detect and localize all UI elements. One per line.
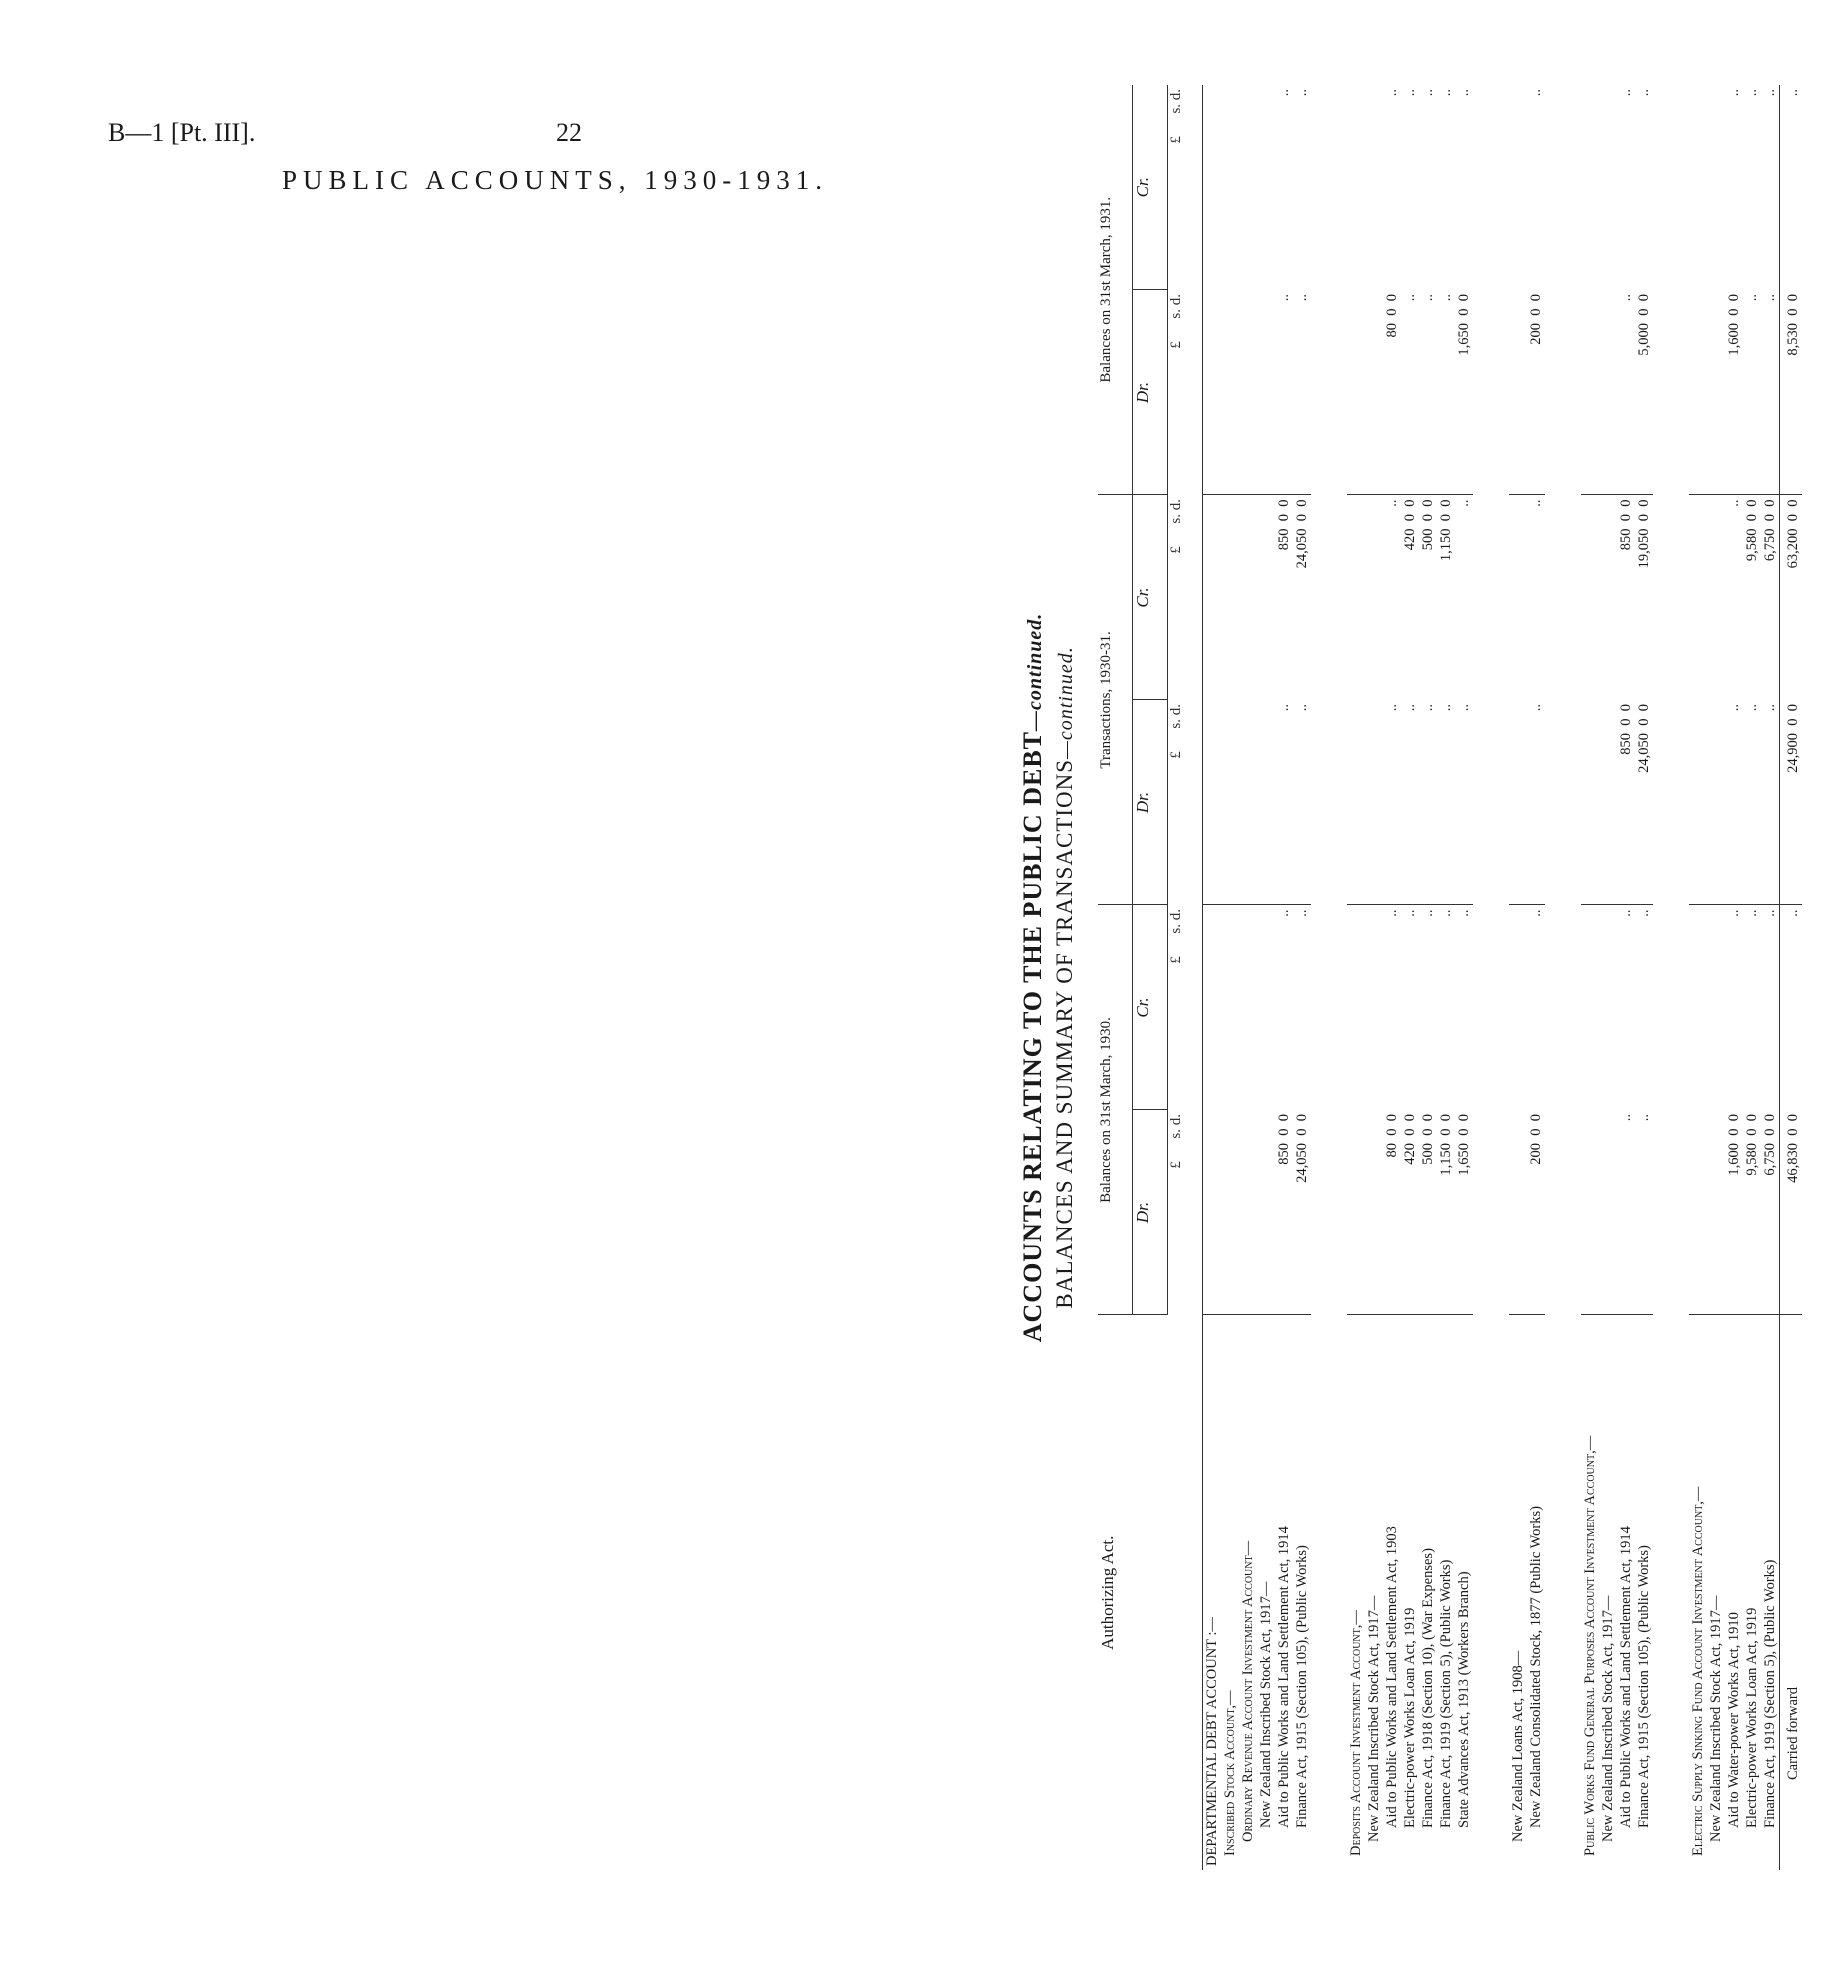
row-description: New Zealand Inscribed Stock Act, 1917— (1257, 1315, 1275, 1870)
amount-cell (1689, 700, 1707, 905)
amount-cell (1239, 905, 1257, 1110)
row-description: New Zealand Inscribed Stock Act, 1917— (1599, 1315, 1617, 1870)
amount-cell (1707, 700, 1725, 905)
row-description: Aid to Public Works and Land Settlement Act, 1903 (1383, 1315, 1401, 1870)
amount-cell: .. (1456, 499, 1472, 507)
amount-cell: .. (1617, 290, 1635, 495)
amount-cell: .. (1401, 700, 1419, 905)
row-description: Deposits Account Investment Account,— (1347, 1315, 1365, 1870)
caption-sub (1052, 85, 1078, 1870)
amount-cell (1365, 905, 1383, 1110)
row-description: Electric Supply Sinking Fund Account Investment Account,— (1689, 1315, 1707, 1870)
row-description: Aid to Water-power Works Act, 1910 (1725, 1315, 1743, 1870)
total-amount-cell: .. (1780, 905, 1803, 1110)
amount-cell (1581, 700, 1599, 905)
amount-cell: .. (1293, 700, 1311, 905)
unit-shillings-pence: s. d. (1168, 498, 1184, 547)
amount-cell (1347, 700, 1365, 905)
caption-sub-text: BALANCES AND SUMMARY OF TRANSACTIONS (1052, 758, 1077, 1309)
amount-cell (1221, 495, 1239, 700)
page-reference: B—1 [Pt. III]. (108, 118, 256, 147)
amount-cell (1707, 85, 1725, 290)
spacer-row (1311, 85, 1347, 1870)
amount-cell: 1,150 0 0 (1438, 499, 1454, 562)
amount-cell (1509, 1110, 1527, 1315)
rotated-ledger (1018, 85, 1838, 1870)
amount-cell: .. (1455, 700, 1473, 905)
dr-header: Dr. (1133, 1110, 1168, 1315)
total-amount-cell: 8,530 0 0 (1780, 290, 1803, 495)
amount-cell: .. (1761, 700, 1780, 905)
amount-cell: .. (1384, 499, 1400, 507)
amount-cell (1239, 85, 1257, 290)
amount-cell: .. (1456, 88, 1472, 97)
unit-pound: £ (1168, 1161, 1184, 1169)
row-description: Public Works Fund General Purposes Account Investment Account,— (1581, 1315, 1599, 1870)
amount-cell: .. (1294, 909, 1310, 917)
amount-cell (1257, 290, 1275, 495)
table-row (1383, 85, 1401, 1870)
amount-cell (1509, 905, 1527, 1110)
amount-cell: 200 0 0 (1527, 290, 1545, 495)
row-description: New Zealand Consolidated Stock, 1877 (Public Works) (1527, 1315, 1545, 1870)
row-description: New Zealand Inscribed Stock Act, 1917— (1365, 1315, 1383, 1870)
amount-cell (1221, 85, 1239, 290)
amount-cell (1365, 85, 1383, 290)
amount-cell (1239, 495, 1257, 700)
table-row (1617, 85, 1635, 1870)
amount-cell (1257, 905, 1275, 1110)
amount-cell: .. (1294, 88, 1310, 97)
cr-header: Cr. (1133, 905, 1168, 1110)
amount-cell (1689, 495, 1707, 700)
amount-cell: .. (1617, 1110, 1635, 1315)
amount-cell: .. (1528, 909, 1544, 917)
amount-cell: 80 0 0 (1383, 290, 1401, 495)
amount-cell (1365, 1110, 1383, 1315)
ledger-body (1203, 85, 1803, 1870)
amount-cell: .. (1725, 700, 1743, 905)
amount-cell (1599, 495, 1617, 700)
amount-cell (1347, 495, 1365, 700)
amount-cell: .. (1438, 909, 1454, 917)
ledger-table (1098, 85, 1802, 1870)
amount-cell: 24,050 0 0 (1293, 1110, 1311, 1315)
row-description: Aid to Public Works and Land Settlement Act, 1914 (1275, 1315, 1293, 1870)
amount-cell: .. (1744, 88, 1760, 97)
amount-cell: .. (1726, 499, 1742, 507)
amount-cell: .. (1618, 88, 1634, 97)
spacer-row (1473, 85, 1509, 1870)
table-row (1761, 85, 1780, 1870)
amount-cell: .. (1276, 88, 1292, 97)
table-row (1581, 85, 1599, 1870)
amount-cell (1707, 905, 1725, 1110)
amount-cell: .. (1743, 700, 1761, 905)
unit-pound: £ (1168, 751, 1184, 759)
unit-pound: £ (1168, 341, 1184, 349)
unit-label (1168, 1110, 1203, 1315)
unit-label (1168, 905, 1203, 1110)
amount-cell: 80 0 0 (1383, 1110, 1401, 1315)
unit-shillings-pence: s. d. (1168, 88, 1184, 137)
amount-cell (1581, 85, 1599, 290)
amount-cell: 850 0 0 (1617, 700, 1635, 905)
unit-shillings-pence: s. d. (1168, 293, 1184, 342)
table-row (1275, 85, 1293, 1870)
amount-cell: .. (1293, 290, 1311, 495)
amount-cell: .. (1438, 88, 1454, 97)
amount-cell (1365, 290, 1383, 495)
spacer-cell (1545, 85, 1581, 1870)
amount-cell: .. (1456, 909, 1472, 917)
unit-pound: £ (1168, 956, 1184, 964)
amount-cell: 6,750 0 0 (1762, 499, 1778, 562)
amount-cell: .. (1420, 88, 1436, 97)
row-description: DEPARTMENTAL DEBT ACCOUNT :— (1203, 1315, 1222, 1870)
carried-forward-row (1780, 85, 1803, 1870)
amount-cell (1221, 905, 1239, 1110)
dr-header: Dr. (1133, 700, 1168, 905)
amount-cell (1239, 290, 1257, 495)
amount-cell (1203, 905, 1222, 1110)
amount-cell: .. (1402, 88, 1418, 97)
amount-cell: 500 0 0 (1420, 499, 1436, 551)
amount-cell (1599, 290, 1617, 495)
amount-cell (1599, 85, 1617, 290)
amount-cell (1365, 495, 1383, 700)
amount-cell (1257, 85, 1275, 290)
spacer-cell (1473, 85, 1509, 1870)
amount-cell (1347, 85, 1365, 290)
row-description: Aid to Public Works and Land Settlement Act, 1914 (1617, 1315, 1635, 1870)
unit-pound: £ (1168, 546, 1184, 554)
amount-cell (1347, 905, 1365, 1110)
amount-cell (1257, 1110, 1275, 1315)
amount-cell (1257, 700, 1275, 905)
amount-cell: 420 0 0 (1402, 499, 1418, 551)
amount-cell (1509, 85, 1527, 290)
amount-cell: .. (1437, 700, 1455, 905)
caption-main (1018, 85, 1048, 1870)
amount-cell: 200 0 0 (1527, 1110, 1545, 1315)
total-amount-cell: 63,200 0 0 (1780, 495, 1803, 700)
row-description: Finance Act, 1919 (Section 5), (Public Works) (1761, 1315, 1780, 1870)
amount-cell (1509, 290, 1527, 495)
amount-cell (1509, 495, 1527, 700)
amount-cell: 5,000 0 0 (1635, 290, 1653, 495)
amount-cell: 850 0 0 (1276, 499, 1292, 551)
table-row (1347, 85, 1365, 1870)
amount-cell: 9,580 0 0 (1743, 1110, 1761, 1315)
amount-cell: .. (1726, 88, 1742, 97)
amount-cell: 24,050 0 0 (1635, 700, 1653, 905)
spacer-cell (1311, 85, 1347, 1870)
amount-cell: .. (1384, 909, 1400, 917)
row-description: Finance Act, 1918 (Section 10), (War Expenses) (1419, 1315, 1437, 1870)
amount-cell: 850 0 0 (1618, 499, 1634, 551)
row-description: State Advances Act, 1913 (Workers Branch) (1455, 1315, 1473, 1870)
group-header-1931: Balances on 31st March, 1931. (1098, 85, 1133, 495)
table-row (1599, 85, 1617, 1870)
amount-cell (1203, 1110, 1222, 1315)
unit-shillings-pence: s. d. (1168, 703, 1184, 752)
amount-cell: .. (1726, 909, 1742, 917)
amount-cell (1365, 700, 1383, 905)
total-amount-cell: 46,830 0 0 (1780, 1110, 1803, 1315)
unit-shillings-pence: s. d. (1168, 1114, 1184, 1162)
amount-cell (1509, 700, 1527, 905)
amount-cell (1707, 495, 1725, 700)
amount-cell: 1,650 0 0 (1455, 290, 1473, 495)
amount-cell (1203, 290, 1222, 495)
amount-cell (1239, 700, 1257, 905)
amount-cell (1689, 905, 1707, 1110)
amount-cell: .. (1437, 290, 1455, 495)
amount-cell (1599, 905, 1617, 1110)
row-description: Inscribed Stock Account,— (1221, 1315, 1239, 1870)
amount-cell (1221, 290, 1239, 495)
amount-cell: 850 0 0 (1275, 1110, 1293, 1315)
amount-cell: 1,600 0 0 (1725, 290, 1743, 495)
unit-label (1168, 495, 1203, 700)
caption-main-cont: —continued. (1024, 612, 1046, 731)
amount-cell (1581, 495, 1599, 700)
amount-cell: 1,600 0 0 (1725, 1110, 1743, 1315)
spacer-row (1545, 85, 1581, 1870)
table-row (1365, 85, 1383, 1870)
table-row (1707, 85, 1725, 1870)
amount-cell (1581, 290, 1599, 495)
amount-cell: .. (1401, 290, 1419, 495)
cr-header: Cr. (1133, 85, 1168, 290)
unit-label (1168, 290, 1203, 495)
group-header-transactions: Transactions, 1930-31. (1098, 495, 1133, 905)
authorizing-header: Authorizing Act. (1098, 1315, 1203, 1870)
row-description: Finance Act, 1915 (Section 105), (Public Works) (1293, 1315, 1311, 1870)
caption-sub-cont: —continued. (1055, 646, 1077, 759)
amount-cell (1203, 495, 1222, 700)
group-header-1930: Balances on 31st March, 1930. (1098, 905, 1133, 1315)
amount-cell: .. (1528, 88, 1544, 97)
amount-cell (1239, 1110, 1257, 1315)
table-row (1689, 85, 1707, 1870)
amount-cell: .. (1419, 290, 1437, 495)
amount-cell (1221, 700, 1239, 905)
amount-cell: .. (1762, 909, 1778, 917)
table-row (1725, 85, 1743, 1870)
carried-forward-label: Carried forward (1780, 1315, 1803, 1870)
amount-cell: 500 0 0 (1419, 1110, 1437, 1315)
amount-cell: .. (1402, 909, 1418, 917)
table-row (1437, 85, 1455, 1870)
row-description: Electric-power Works Loan Act, 1919 (1743, 1315, 1761, 1870)
amount-cell: .. (1528, 499, 1544, 507)
table-row (1257, 85, 1275, 1870)
amount-cell: 1,650 0 0 (1455, 1110, 1473, 1315)
table-row (1419, 85, 1437, 1870)
amount-cell (1599, 1110, 1617, 1315)
amount-cell: .. (1636, 88, 1652, 97)
amount-cell (1689, 290, 1707, 495)
table-row (1527, 85, 1545, 1870)
amount-cell: .. (1383, 700, 1401, 905)
amount-cell: .. (1276, 909, 1292, 917)
amount-cell: .. (1384, 88, 1400, 97)
table-row (1455, 85, 1473, 1870)
amount-cell (1689, 1110, 1707, 1315)
row-description: New Zealand Inscribed Stock Act, 1917— (1707, 1315, 1725, 1870)
row-description: Electric-power Works Loan Act, 1919 (1401, 1315, 1419, 1870)
amount-cell: .. (1527, 700, 1545, 905)
cr-header: Cr. (1133, 495, 1168, 700)
total-amount-cell: .. (1780, 85, 1803, 290)
row-description: Ordinary Revenue Account Investment Account— (1239, 1315, 1257, 1870)
amount-cell: .. (1762, 88, 1778, 97)
table-row (1509, 85, 1527, 1870)
row-description: Finance Act, 1915 (Section 105), (Public Works) (1635, 1315, 1653, 1870)
spacer-cell (1653, 85, 1689, 1870)
amount-cell (1581, 905, 1599, 1110)
unit-label (1168, 85, 1203, 290)
dr-header: Dr. (1133, 290, 1168, 495)
table-row (1635, 85, 1653, 1870)
amount-cell: 19,050 0 0 (1636, 499, 1652, 569)
amount-cell: .. (1419, 700, 1437, 905)
total-amount-cell: 24,900 0 0 (1780, 700, 1803, 905)
table-row (1401, 85, 1419, 1870)
page-number: 22 (556, 118, 582, 147)
amount-cell: .. (1636, 909, 1652, 917)
amount-cell: 24,050 0 0 (1294, 499, 1310, 569)
unit-label (1168, 700, 1203, 905)
unit-shillings-pence: s. d. (1168, 908, 1184, 957)
amount-cell (1707, 1110, 1725, 1315)
table-row (1203, 85, 1222, 1870)
amount-cell: 6,750 0 0 (1761, 1110, 1780, 1315)
amount-cell (1581, 1110, 1599, 1315)
table-row (1743, 85, 1761, 1870)
amount-cell (1707, 290, 1725, 495)
amount-cell: 420 0 0 (1401, 1110, 1419, 1315)
unit-pound: £ (1168, 136, 1184, 144)
amount-cell (1221, 1110, 1239, 1315)
amount-cell (1203, 85, 1222, 290)
amount-cell (1257, 495, 1275, 700)
caption-main-text: ACCOUNTS RELATING TO THE PUBLIC DEBT (1018, 730, 1047, 1343)
amount-cell (1347, 290, 1365, 495)
amount-cell: .. (1420, 909, 1436, 917)
amount-cell: .. (1618, 909, 1634, 917)
row-description: New Zealand Loans Act, 1908— (1509, 1315, 1527, 1870)
page-title: PUBLIC ACCOUNTS, 1930-1931. (282, 165, 829, 195)
table-row (1293, 85, 1311, 1870)
table-row (1221, 85, 1239, 1870)
amount-cell (1203, 700, 1222, 905)
amount-cell: .. (1635, 1110, 1653, 1315)
amount-cell (1689, 85, 1707, 290)
amount-cell: 9,580 0 0 (1744, 499, 1760, 562)
amount-cell (1599, 700, 1617, 905)
table-row (1239, 85, 1257, 1870)
amount-cell: .. (1761, 290, 1780, 495)
spacer-row (1653, 85, 1689, 1870)
row-description: Finance Act, 1919 (Section 5), (Public Works) (1437, 1315, 1455, 1870)
amount-cell: 1,150 0 0 (1437, 1110, 1455, 1315)
amount-cell: .. (1744, 909, 1760, 917)
amount-cell: .. (1743, 290, 1761, 495)
amount-cell: .. (1275, 700, 1293, 905)
amount-cell: .. (1275, 290, 1293, 495)
amount-cell (1347, 1110, 1365, 1315)
